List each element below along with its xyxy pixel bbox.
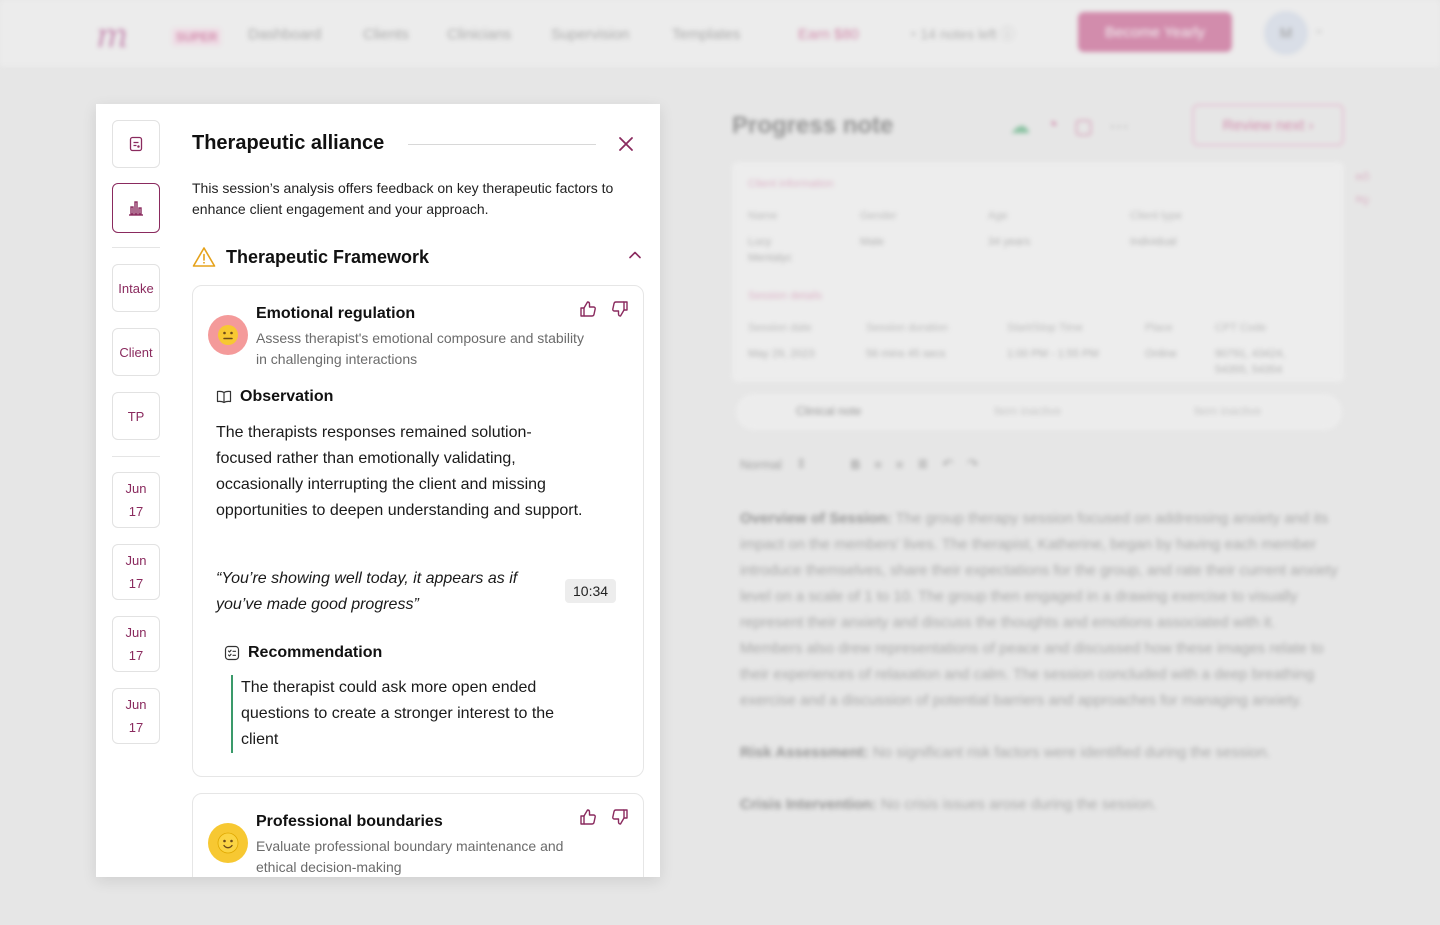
note-heading: Overview of Session: [740,510,892,527]
thumbs-down-icon[interactable] [611,300,629,318]
earn-link[interactable]: Earn $80 [798,26,859,43]
client-field-label: Gender [860,210,897,222]
client-field-value: Lucy Mentalyc [748,236,793,264]
thumbs-down-icon[interactable]: 👎︎ [1356,191,1370,206]
client-field-label: Age [988,210,1008,222]
note-icon [128,136,144,152]
sidebar-item-session-date[interactable] [112,472,160,528]
review-next-label: Review next [1222,116,1305,134]
client-info-label: Client information [748,178,834,190]
session-month: Jun [125,697,147,712]
progress-note-title: Progress note [732,112,894,139]
tab-inactive[interactable]: Item inactive [1194,404,1262,418]
session-day: 17 [128,720,144,735]
close-icon [618,136,634,152]
close-button[interactable] [614,132,638,156]
notes-left-text: 14 notes left [920,26,997,42]
notes-left [908,24,1015,44]
cloud-icon[interactable]: ☁ [1010,116,1030,138]
app-logo[interactable]: m [96,16,129,56]
chevron-up-icon[interactable] [628,248,642,267]
sidebar-item-note[interactable] [112,120,160,168]
tab-clinical-note[interactable]: Clinical note [796,404,862,418]
bar-chart-icon [127,199,145,217]
factor-subtitle: Evaluate professional boundary maintenance and ethical decision-making [256,838,564,875]
session-field-value: 56 mins 45 secs [866,348,946,360]
recommendation-icon [224,645,240,661]
note-paragraph [740,792,1340,818]
thumbs-up-icon[interactable]: 👍︎ [1356,169,1370,184]
sidebar-item-session-date[interactable] [112,544,160,600]
bold-icon[interactable]: B [850,456,861,472]
panel-description: This session’s analysis offers feedback on key therapeutic factors to enhance client engagement and your approach. [192,180,614,217]
client-field-value: Male [860,236,884,248]
factor-feedback [579,808,629,826]
session-month: Jun [125,481,147,496]
factor-title: Emotional regulation [256,305,416,322]
warning-icon [192,246,216,268]
redo-icon[interactable]: ↷ [967,456,979,471]
session-field-value: Online [1145,348,1177,360]
session-field-value: May 29, 2023 [748,348,815,360]
framework-title: Therapeutic Framework [226,246,430,267]
nav-dashboard[interactable]: Dashboard [248,26,322,43]
nav-clients[interactable]: Clients [363,26,409,43]
session-month: Jun [125,553,147,568]
progress-note-actions [1010,114,1129,139]
framework-header[interactable] [192,244,644,270]
session-day: 17 [128,648,144,663]
align-center-icon[interactable]: ≡ [874,456,882,472]
observation-heading [216,388,333,406]
note-feedback [1356,166,1370,210]
sidebar-item-label: TP [127,408,145,424]
session-field-value: 1:00 PM - 1:55 PM [1007,348,1099,360]
chart-icon[interactable]: ◔ [1046,114,1059,136]
text-style-select[interactable]: Normal [740,456,782,472]
align-right-icon[interactable]: ≡ [895,456,904,472]
note-heading: Crisis Intervention: [740,796,877,813]
quote-timestamp[interactable]: 10:34 [565,579,616,603]
client-field-label: Name [748,210,778,222]
sidebar-item-session-date[interactable] [112,688,160,744]
book-icon [216,389,232,405]
sidebar-item-label: Intake [118,280,154,296]
session-field-label: CPT Code [1215,322,1267,334]
notes-icon: ◔ [908,26,921,42]
client-info-card [732,162,1344,382]
session-field-label: Session duration [866,322,948,334]
note-tabs [736,394,1342,430]
super-badge: SUPER [172,28,221,46]
session-month: Jun [125,625,147,640]
session-details-label: Session details [748,290,822,302]
note-paragraph [740,740,1340,766]
factor-feedback [579,300,629,318]
note-text: The group therapy session focused on addressing anxiety and its impact on the members' lives. The therapist, Katherine, began by having each member introduce themselves, share their expectations for the group, and rate their current anxiety level on a scale of 1 to 10. The group then engaged in a drawing exercise to visually represent their anxiety and discuss the thoughts and emotions associated with it. Members also drew representations of peace and discussed how these images relate to their experiences of relaxation and calm. The session concluded with a deep breathing exercise and a discussion of potential barriers and approaches for managing anxiety. [740,510,1338,709]
therapeutic-alliance-panel [96,104,660,877]
recommendation-label: Recommendation [248,644,383,661]
nav-templates[interactable]: Templates [672,26,741,43]
client-field-label: Client type [1130,210,1182,222]
sidebar-item-analysis[interactable] [112,183,160,233]
observation-text: The therapists responses remained solution-focused rather than emotionally validating, occasionally interrupting the client and missing opportunities to deepen understanding and support. [216,424,583,519]
observation-label: Observation [240,388,334,405]
become-yearly-button[interactable]: Become Yearly [1078,12,1232,52]
nav-supervision[interactable]: Supervision [551,26,630,43]
session-field-label: Place [1145,322,1173,334]
note-paragraph [740,506,1340,714]
session-field-value: 90791, 43424, 54355, 54354 [1215,348,1286,376]
style-chevron-icon[interactable]: ⇕ [795,456,807,471]
sidebar-divider [112,247,160,248]
session-quote: “You’re showing well today, it appears as if you’ve made good progress” [216,570,518,613]
neutral-face-icon [208,315,248,355]
top-navigation [0,0,1440,68]
document-icon[interactable]: ▢ [1074,116,1093,138]
session-field-label: Session date [748,322,812,334]
sidebar-item-tp[interactable] [112,392,160,440]
slight-smile-icon [208,823,248,863]
info-icon[interactable]: ⓘ [1000,26,1015,42]
sidebar-item-intake[interactable] [112,264,160,312]
factor-title: Professional boundaries [256,813,443,830]
clinical-note-body[interactable] [740,506,1340,844]
note-heading: Risk Assessment: [740,744,869,761]
tab-inactive[interactable]: Item inactive [994,404,1062,418]
note-text: No significant risk factors were identified during the session. [868,744,1271,761]
chevron-right-icon: › [1308,116,1314,134]
review-next-button[interactable] [1192,104,1344,146]
sidebar-item-session-date[interactable] [112,616,160,672]
recommendation-heading [224,644,382,662]
thumbs-up-icon[interactable] [579,808,597,826]
thumbs-up-icon[interactable] [579,300,597,318]
session-day: 17 [128,504,144,519]
client-field-value: Individual [1130,236,1177,248]
undo-icon[interactable]: ↶ [942,456,954,471]
note-text: No crisis issues arose during the session. [876,796,1157,813]
session-day: 17 [128,576,144,591]
more-icon[interactable]: ⋯ [1109,116,1129,138]
title-divider [408,144,596,145]
justify-icon[interactable]: ≣ [917,456,929,471]
thumbs-down-icon[interactable] [611,808,629,826]
sidebar-item-label: Client [119,344,153,360]
client-field-value: 34 years [988,236,1031,248]
chevron-down-icon[interactable]: ⌄ [1314,22,1325,36]
nav-clinicians[interactable]: Clinicians [447,26,512,43]
editor-toolbar [740,456,978,472]
panel-title: Therapeutic alliance [192,132,385,154]
recommendation-text: The therapist could ask more open ended questions to create a stronger interest to the client [231,675,591,753]
session-field-label: Start/Stop Time [1007,322,1083,334]
factor-card-professional-boundaries [192,793,644,877]
sidebar-item-client[interactable] [112,328,160,376]
factor-card-emotional-regulation [192,285,644,777]
sidebar-divider [112,456,160,457]
avatar[interactable]: M [1264,11,1308,55]
factor-subtitle: Assess therapist's emotional composure and stability in challenging interactions [256,330,584,367]
